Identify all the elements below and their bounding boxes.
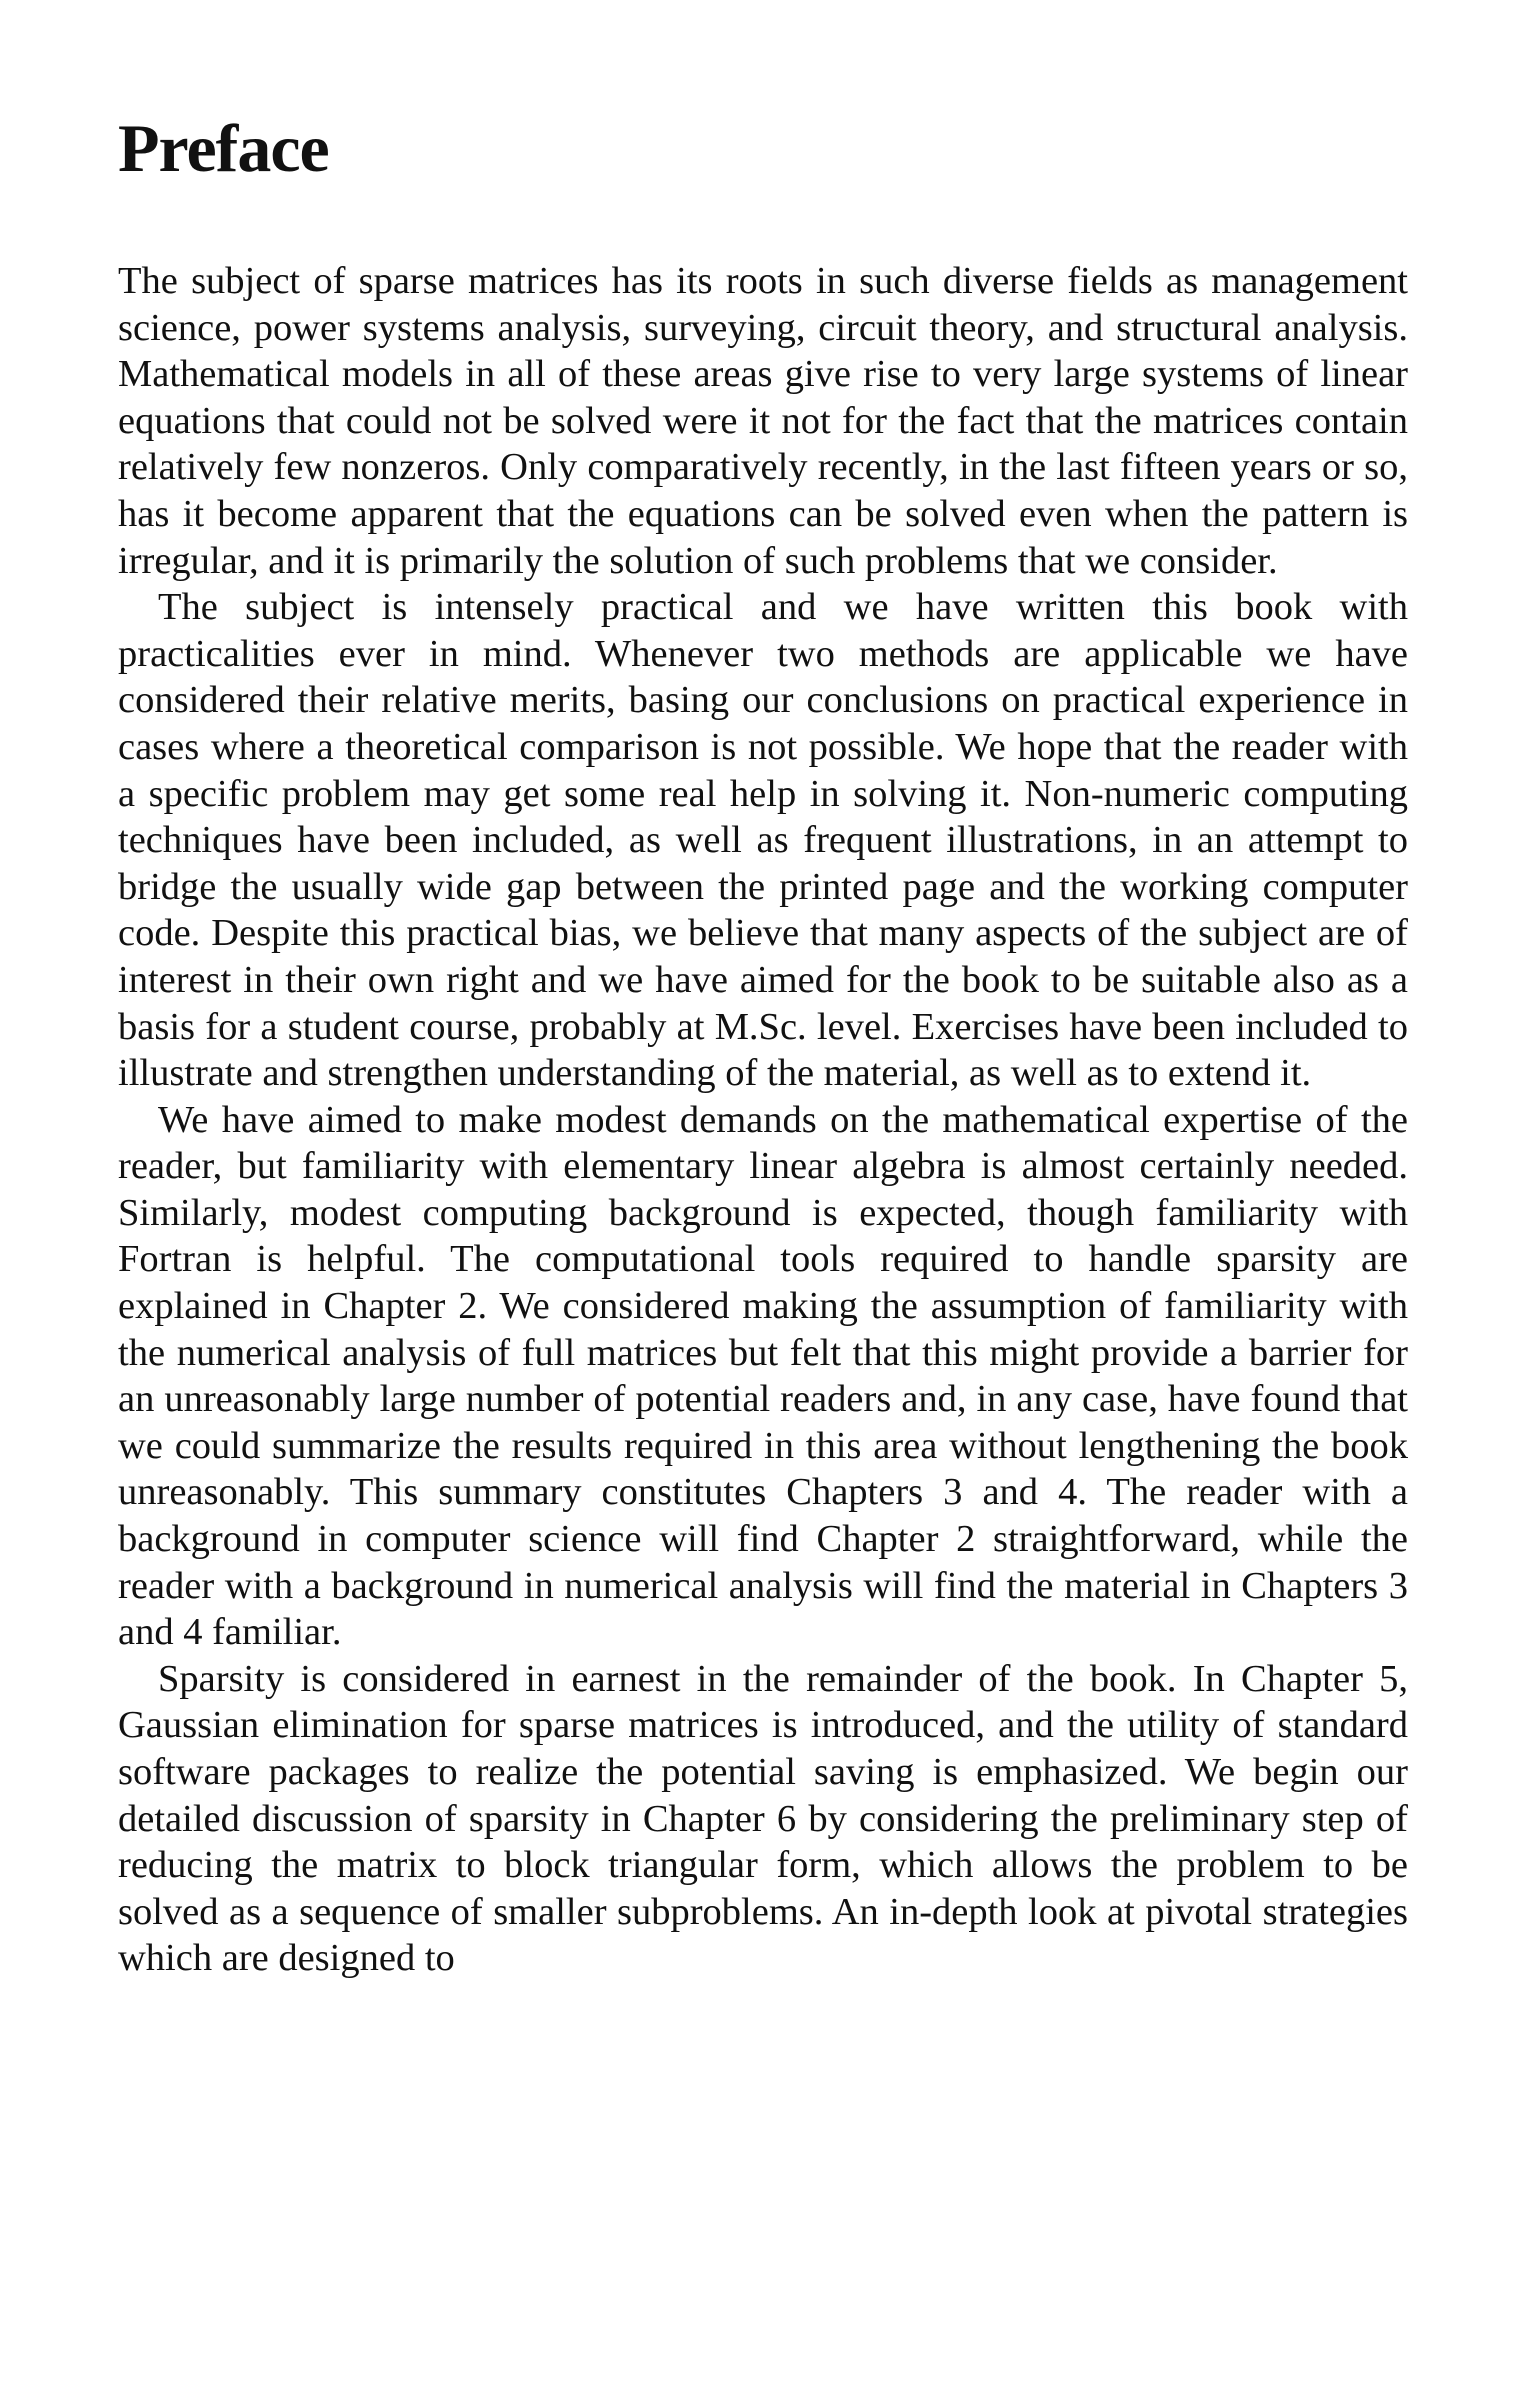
- paragraph-1: The subject of sparse matrices has its roots in such diverse fields as management science, power systems analysis, surveying, circuit theory, and structural analysis. Mathematical models in all of these areas give rise to very large systems of linear equations that could not be solved were it not for the fact that the matrices contain relatively few nonzeros. Only comparatively recently, in the last fifteen years or so, has it become apparent that the equations can be solved even when the pattern is irregular, and it is primarily the solution of such problems that we consider.: [118, 260, 1408, 582]
- paragraph-2: The subject is intensely practical and we have written this book with practicalities ever in mind. Whenever two methods are applicable we have considered their relative merits, basing our conclusions on practical experience in cases where a theoretical comparison is not possible. We hope that the reader with a specific problem may get some real help in solving it. Non-numeric computing techniques have been included, as well as frequent illustrations, in an attempt to bridge the usually wide gap between the printed page and the working computer code. Despite this practical bias, we believe that many aspects of the subject are of interest in their own right and we have aimed for the book to be suitable also as a basis for a student course, probably at M.Sc. level. Exercises have been included to illustrate and strengthen understanding of the material, as well as to extend it.: [118, 586, 1408, 1095]
- book-page: [118, 108, 1408, 1982]
- paragraph-3: We have aimed to make modest demands on the mathematical expertise of the reader, but familiarity with elementary linear algebra is almost certainly needed. Similarly, modest computing background is expected, though familiarity with Fortran is helpful. The computational tools required to handle sparsity are explained in Chapter 2. We considered making the assumption of familiarity with the numerical analysis of full matrices but felt that this might provide a barrier for an unreasonably large number of potential readers and, in any case, have found that we could summarize the results required in this area without lengthening the book unreasonably. This summary constitutes Chapters 3 and 4. The reader with a background in computer science will find Chapter 2 straightforward, while the reader with a background in numerical analysis will find the material in Chapters 3 and 4 familiar.: [118, 1098, 1408, 1654]
- page-title: Preface: [118, 110, 329, 186]
- paragraph-4: Sparsity is considered in earnest in the remainder of the book. In Chapter 5, Gaussian elimination for sparse matrices is introduced, and the utility of standard software packages to realize the potential saving is emphasized. We begin our detailed discussion of sparsity in Chapter 6 by considering the preliminary step of reducing the matrix to block triangular form, which allows the problem to be solved as a sequence of smaller subproblems. An in-depth look at pivotal strategies which are designed to: [118, 1657, 1408, 1980]
